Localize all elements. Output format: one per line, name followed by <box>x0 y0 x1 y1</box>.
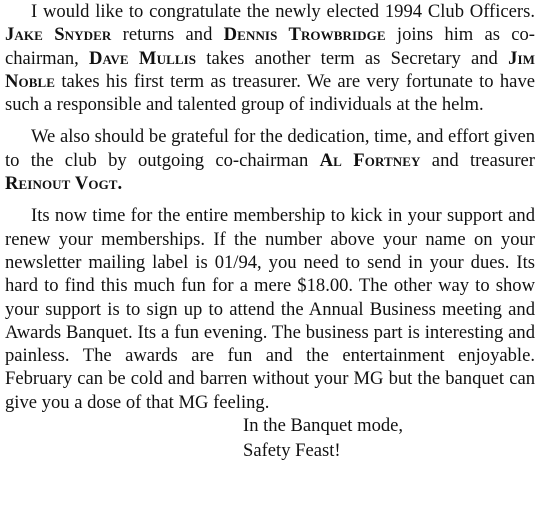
text-segment: joins him as co-chairman, <box>5 24 535 69</box>
paragraph-officers <box>5 0 535 116</box>
newsletter-column <box>5 0 535 463</box>
paragraph-membership <box>5 204 535 414</box>
officer-name: Reinout Vogt. <box>5 173 123 195</box>
officer-name: Dennis Trowbridge <box>223 24 386 46</box>
text-segment: takes his first term as treasurer. We are very fortunate to have such a responsible and talented group of individuals at the helm. <box>5 70 535 116</box>
text-segment: I would like to congratulate the newly elected 1994 Club Officers. <box>31 1 535 22</box>
signoff-line: In the Banquet mode, <box>243 415 404 437</box>
text-segment: We also should be grateful for the dedication, time, and effort given to the club by outgoing co-chairman <box>5 126 535 171</box>
text-segment: returns and <box>111 24 224 46</box>
signoff-line: Safety Feast! <box>243 439 341 461</box>
text-segment: Its now time for the entire membership to kick in your support and renew your memberships. If the number above your name on your newsletter mailing label is 01/94, you need to send in your dues. Its hard to find this much fun for a mere $18.00. The other way to show your support is to sign up to attend the Annual Business meeting and Awards Banquet. Its a fun evening. The business part is interesting and painless. The awards are fun and the entertainment enjoyable. February can be cold and barren without your MG but the banquet can give you a dose of that MG feeling. <box>5 205 535 413</box>
text-segment: and treasurer <box>420 149 535 171</box>
signoff <box>243 414 535 463</box>
officer-name: Jim Noble <box>5 47 535 92</box>
text-segment: takes another term as Secretary and <box>196 47 509 69</box>
officer-name: Dave Mullis <box>89 47 197 69</box>
officer-name: Al Fortney <box>319 149 421 171</box>
officer-name: Jake Snyder <box>5 24 112 46</box>
paragraph-thanks <box>5 125 535 195</box>
